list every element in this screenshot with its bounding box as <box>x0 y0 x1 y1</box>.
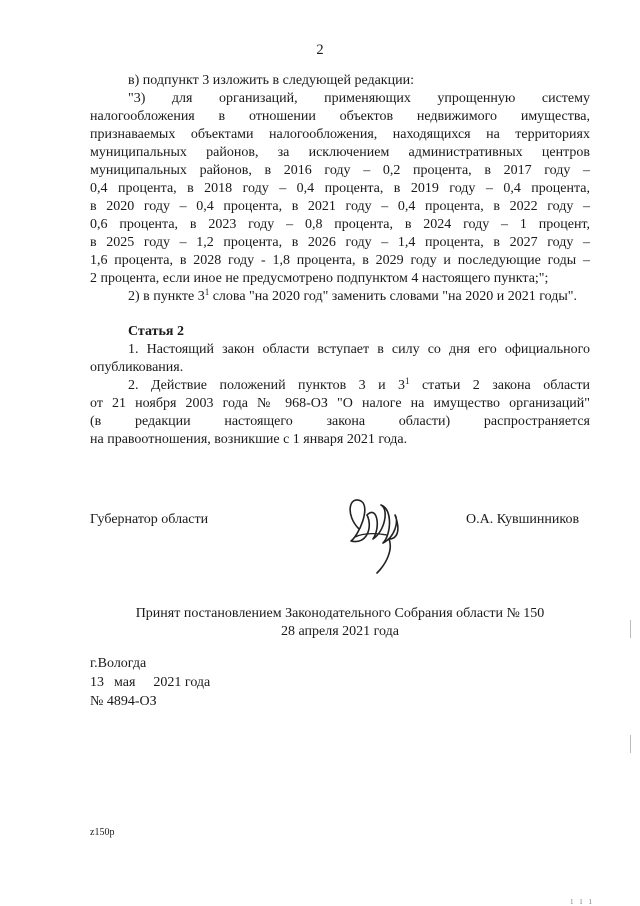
amendment-line: муниципальных районов, в 2016 году – 0,2 процента, в 2017 году – <box>90 163 590 178</box>
amendment-block <box>90 72 590 306</box>
article-2 <box>90 323 590 449</box>
document-code: z150p <box>90 827 115 838</box>
governor-title: Губернатор области <box>90 512 209 527</box>
signing-date: 13 мая 2021 года <box>90 675 211 690</box>
article-heading: Статья 2 <box>128 324 184 339</box>
amendment-line: 0,6 процента, в 2023 году – 0,8 процента, в 2024 году – 1 процент, <box>90 217 590 232</box>
article-paragraph-2: 2. Действие положений пунктов 3 и $3^1$ статьи 2 закона области <box>128 376 590 393</box>
amendment-line: муниципальных районов, за исключением административных центров <box>90 145 590 160</box>
adoption-date: 28 апреля 2021 года <box>281 624 399 639</box>
law-number: № 4894-ОЗ <box>90 694 157 709</box>
article-paragraph-1: 1. Настоящий закон области вступает в силу со дня его официального <box>128 342 590 357</box>
amendment-line: в 2025 году – 1,2 процента, в 2026 году – 1,4 процента, в 2027 году – <box>90 235 590 250</box>
amendment-last-line: 2 процента, если иное не предусмотрено подпунктом 4 настоящего пункта;"; <box>90 271 549 286</box>
article-paragraph-2-line: (в редакции настоящего закона области) распространяется <box>90 414 590 429</box>
amendment-line: в 2020 году – 0,4 процента, в 2021 году – 0,4 процента, в 2022 году – <box>90 199 590 214</box>
edge-mark: 1 1 1 <box>570 898 594 906</box>
item-v: в) подпункт 3 изложить в следующей редакции: <box>128 73 414 88</box>
amendment-line: 1,6 процента, в 2028 году - 1,8 процента, в 2029 году и последующие годы – <box>90 253 590 268</box>
article-paragraph-1-cont: опубликования. <box>90 360 184 375</box>
amendment-line: признаваемых объектами налогообложения, находящихся на территориях <box>90 127 590 142</box>
signature-image <box>337 487 409 575</box>
place-and-date <box>90 654 210 711</box>
article-paragraph-2-line: от 21 ноября 2003 года № 968-ОЗ "О налоге на имущество организаций" <box>90 396 590 411</box>
city: г.Вологда <box>90 656 147 671</box>
page-number: 2 <box>316 42 324 58</box>
amendment-line: "3) для организаций, применяющих упрощенную систему <box>128 91 590 106</box>
margin-tick <box>630 735 631 753</box>
item-2: 2) в пункте $3^1$ слова "на 2020 год" заменить словами "на 2020 и 2021 годы". <box>128 287 577 304</box>
adoption-line-1: Принят постановлением Законодательного Собрания области № 150 <box>135 606 545 621</box>
adoption-note <box>0 605 640 641</box>
margin-tick <box>630 620 631 638</box>
governor-name: О.А. Кувшинников <box>466 512 580 527</box>
amendment-line: 0,4 процента, в 2018 году – 0,4 процента, в 2019 году – 0,4 процента, <box>90 181 590 196</box>
amendment-line: налогообложения в отношении объектов недвижимого имущества, <box>90 109 590 124</box>
article-paragraph-2-line: на правоотношения, возникшие с 1 января 2021 года. <box>90 432 408 447</box>
